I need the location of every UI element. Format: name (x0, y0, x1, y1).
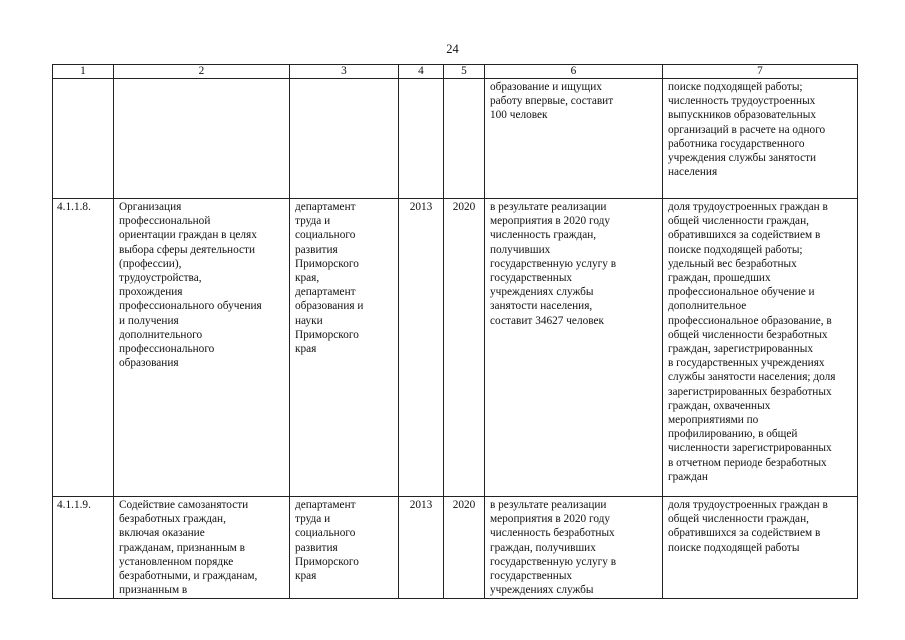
end-year-cell (444, 79, 485, 199)
indicators-cell: доля трудоустроенных граждан в общей численности граждан, обратившихся за содействием в поиске подходящей работы; удельный вес безработных граждан, прошедших профессиональное обучение и дополнительное профессиональное образование, в общей численности безработных граждан, зарегистрированных в государственных учреждениях службы занятости населения; доля зарегистрированных безработных граждан, охваченных мероприятиями по профилированию, в общей численности зарегистрированных в отчетном периоде безработных граждан (663, 199, 858, 497)
page-number: 24 (446, 42, 459, 56)
indicators-cell: доля трудоустроенных граждан в общей численности граждан, обратившихся за содействием в поиске подходящей работы (663, 497, 858, 599)
executor-cell: департамент труда и социального развития Приморского края (290, 497, 399, 599)
end-year-cell: 2020 (444, 497, 485, 599)
activity-cell: Организация профессиональной ориентации граждан в целях выбора сферы деятельности (профессии), трудоустройства, прохождения профессионального обучения и получения дополнительного профессионального образования (114, 199, 290, 497)
expected-result-cell: в результате реализации мероприятия в 2020 году численность граждан, получивших государственную услугу в государственных учреждениях службы занятости населения, составит 34627 человек (485, 199, 663, 497)
header-cell: 3 (290, 65, 399, 79)
header-cell: 1 (53, 65, 114, 79)
executor-cell: департамент труда и социального развития Приморского края, департамент образования и науки Приморского края (290, 199, 399, 497)
start-year-cell: 2013 (399, 497, 444, 599)
indicators-cell: поиске подходящей работы; численность трудоустроенных выпускников образовательных организаций в расчете на одного работника государственного учреждения службы занятости населения (663, 79, 858, 199)
row-number-cell: 4.1.1.9. (53, 497, 114, 599)
program-activities-table (52, 64, 858, 599)
end-year-cell: 2020 (444, 199, 485, 497)
row-number-cell: 4.1.1.8. (53, 199, 114, 497)
table-header-row (53, 65, 858, 79)
start-year-cell (399, 79, 444, 199)
header-cell: 6 (485, 65, 663, 79)
expected-result-cell: образование и ищущих работу впервые, составит 100 человек (485, 79, 663, 199)
row-number-cell (53, 79, 114, 199)
header-cell: 5 (444, 65, 485, 79)
header-cell: 4 (399, 65, 444, 79)
table-row (53, 497, 858, 599)
executor-cell (290, 79, 399, 199)
header-cell: 2 (114, 65, 290, 79)
table-row (53, 199, 858, 497)
header-cell: 7 (663, 65, 858, 79)
table-row (53, 79, 858, 199)
activity-cell (114, 79, 290, 199)
activity-cell: Содействие самозанятости безработных граждан, включая оказание гражданам, признанным в установленном порядке безработными, и гражданам, признанным в (114, 497, 290, 599)
expected-result-cell: в результате реализации мероприятия в 2020 году численность безработных граждан, получивших государственную услугу в государственных учреждениях службы (485, 497, 663, 599)
start-year-cell: 2013 (399, 199, 444, 497)
